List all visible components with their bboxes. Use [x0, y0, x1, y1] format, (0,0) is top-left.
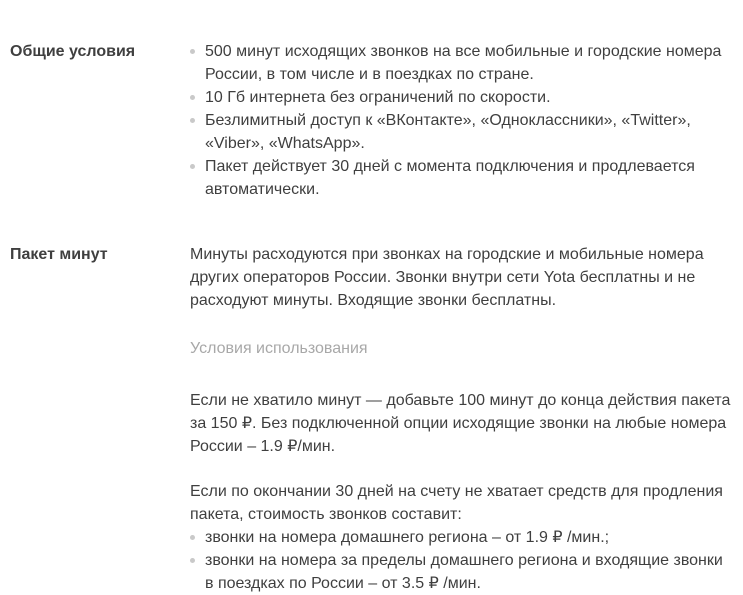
- list-item: [190, 40, 735, 86]
- section-minutes-package: [10, 243, 735, 595]
- general-conditions-list: [190, 40, 735, 201]
- section-general-conditions: [10, 40, 735, 201]
- list-item-text: Пакет действует 30 дней с момента подключения и продлевается автоматически.: [205, 158, 695, 198]
- list-item: [190, 86, 735, 109]
- list-item-text: Безлимитный доступ к «ВКонтакте», «Одноклассники», «Twitter», «Viber», «WhatsApp».: [205, 112, 691, 152]
- list-item-text: звонки на номера за пределы домашнего региона и входящие звонки в поездках по России – от 3.5 ₽ /мин.: [205, 552, 723, 592]
- list-item-text: 10 Гб интернета без ограничений по скорости.: [205, 89, 551, 106]
- renewal-prices-list: [190, 526, 735, 595]
- list-item: [190, 155, 735, 201]
- add-minutes-paragraph: Если не хватило минут — добавьте 100 минут до конца действия пакета за 150 ₽. Без подключенной опции исходящие звонки на любые номера России – 1.9 ₽/мин.: [190, 392, 731, 455]
- bullet-icon: [190, 164, 195, 169]
- section-label-column: [10, 40, 190, 63]
- minutes-package-heading: Пакет минут: [10, 246, 108, 263]
- usage-terms-subheading: Условия использования: [190, 340, 368, 357]
- bullet-icon: [190, 535, 195, 540]
- list-item: [190, 549, 735, 595]
- minutes-intro-paragraph: Минуты расходуются при звонках на городские и мобильные номера других операторов России. Звонки внутри сети Yota бесплатны и не расходуют минуты. Входящие звонки бесплатны.: [190, 246, 704, 309]
- list-item-text: звонки на номера домашнего региона – от 1.9 ₽ /мин.;: [205, 529, 610, 546]
- renewal-intro-paragraph: Если по окончании 30 дней на счету не хватает средств для продления пакета, стоимость звонков составит:: [190, 483, 723, 523]
- list-item-text: 500 минут исходящих звонков на все мобильные и городские номера России, в том числе и в поездках по стране.: [205, 43, 722, 83]
- minutes-package-content: [190, 243, 735, 595]
- section-label-column: [10, 243, 190, 266]
- bullet-icon: [190, 118, 195, 123]
- list-item: [190, 109, 735, 155]
- bullet-icon: [190, 558, 195, 563]
- general-conditions-content: [190, 40, 735, 201]
- list-item: [190, 526, 735, 549]
- general-conditions-heading: Общие условия: [10, 43, 136, 60]
- bullet-icon: [190, 49, 195, 54]
- bullet-icon: [190, 95, 195, 100]
